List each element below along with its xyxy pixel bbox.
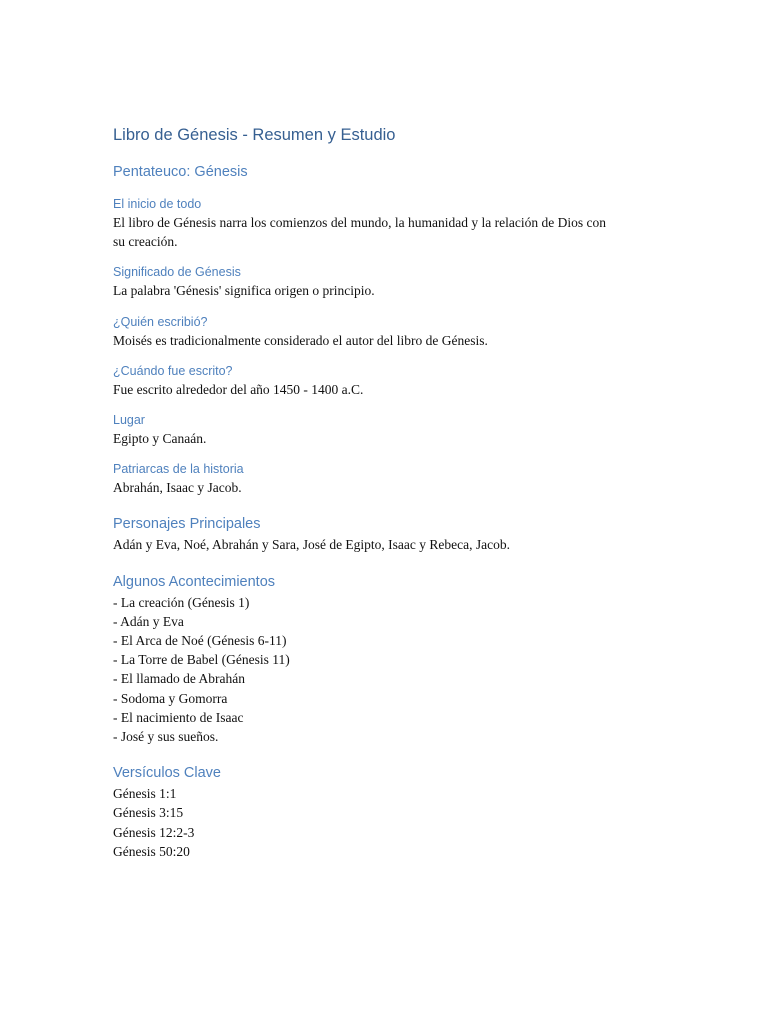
- subheading-lugar: Lugar: [113, 413, 145, 428]
- subheading-fecha: ¿Cuándo fue escrito?: [113, 363, 233, 378]
- document-title: Libro de Génesis - Resumen y Estudio: [113, 126, 396, 144]
- paragraph-line: El libro de Génesis narra los comienzos del mundo, la humanidad y la relación de Dios con: [113, 215, 606, 230]
- paragraph-fecha: Fue escrito alrededor del año 1450 - 1400 a.C.: [113, 381, 364, 397]
- list-item: Génesis 3:15: [113, 805, 184, 821]
- list-item: - La creación (Génesis 1): [113, 594, 250, 610]
- heading-pentateuco: Pentateuco: Génesis: [113, 164, 248, 180]
- document-page: [113, 123, 673, 861]
- list-acontecimientos: [113, 593, 673, 747]
- paragraph-autor: Moisés es tradicionalmente considerado el autor del libro de Génesis.: [113, 332, 488, 348]
- heading-acontecimientos: Algunos Acontecimientos: [113, 573, 276, 590]
- subsection-patriarcas: [113, 460, 673, 497]
- section-personajes: [113, 513, 673, 554]
- subsection-fecha: [113, 362, 673, 399]
- subsection-inicio: [113, 195, 673, 251]
- list-item: Génesis 50:20: [113, 843, 190, 859]
- list-item: - Sodoma y Gomorra: [113, 690, 228, 706]
- subheading-autor: ¿Quién escribió?: [113, 314, 208, 329]
- subheading-patriarcas: Patriarcas de la historia: [113, 462, 244, 477]
- subheading-inicio: El inicio de todo: [113, 197, 202, 211]
- section-versiculos: [113, 762, 673, 861]
- list-versiculos: [113, 784, 673, 861]
- list-item: - Adán y Eva: [113, 613, 184, 629]
- paragraph-lugar: Egipto y Canaán.: [113, 431, 207, 447]
- list-item: - El llamado de Abrahán: [113, 671, 245, 687]
- subsection-significado: [113, 263, 673, 300]
- subsection-autor: [113, 313, 673, 350]
- paragraph-patriarcas: Abrahán, Isaac y Jacob.: [113, 480, 242, 496]
- heading-personajes: Personajes Principales: [113, 516, 261, 533]
- list-item: Génesis 12:2-3: [113, 824, 195, 840]
- subheading-significado: Significado de Génesis: [113, 265, 241, 280]
- paragraph-personajes: Adán y Eva, Noé, Abrahán y Sara, José de Egipto, Isaac y Rebeca, Jacob.: [113, 537, 510, 553]
- paragraph-inicio: [113, 213, 673, 251]
- subsection-lugar: [113, 411, 673, 448]
- paragraph-line: su creación.: [113, 234, 178, 250]
- list-item: - La Torre de Babel (Génesis 11): [113, 652, 290, 668]
- paragraph-significado: La palabra 'Génesis' significa origen o principio.: [113, 283, 375, 299]
- section-acontecimientos: [113, 571, 673, 747]
- list-item: - José y sus sueños.: [113, 729, 219, 745]
- heading-versiculos: Versículos Clave: [113, 765, 221, 782]
- list-item: - El nacimiento de Isaac: [113, 709, 244, 725]
- list-item: - El Arca de Noé (Génesis 6-11): [113, 633, 287, 649]
- list-item: Génesis 1:1: [113, 786, 177, 802]
